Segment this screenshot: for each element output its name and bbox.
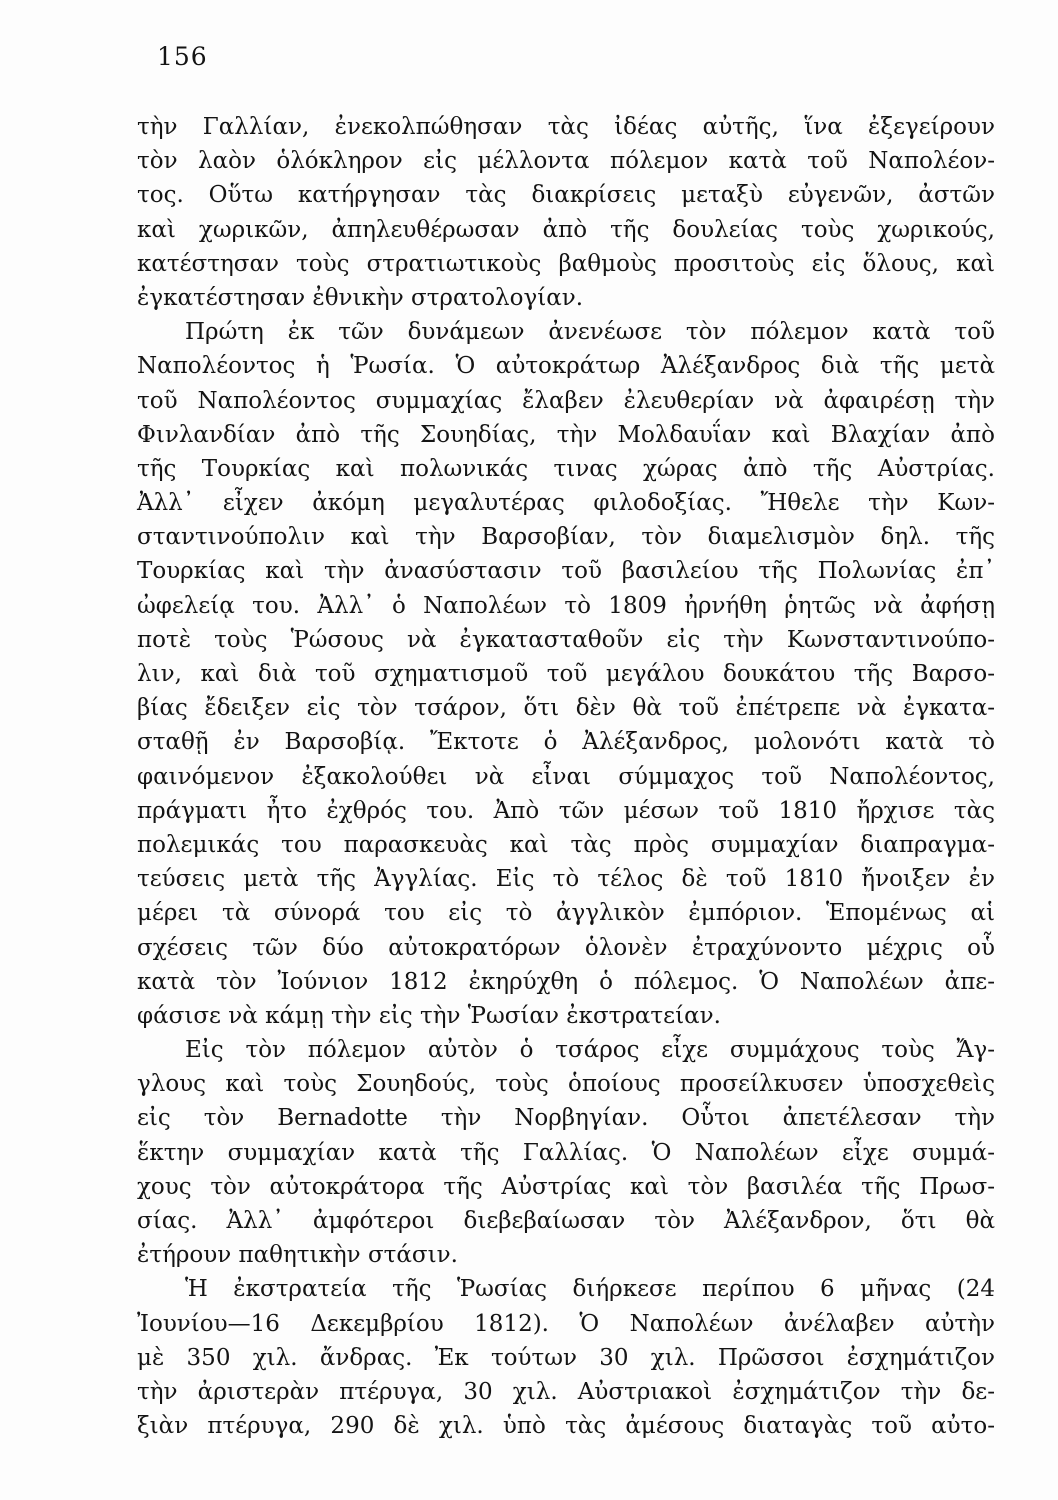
text-line: καὶ χωρικῶν, ἀπηλευθέρωσαν ἀπὸ τῆς δουλείας τοὺς χωρικούς, (137, 216, 995, 243)
text-line: τοῦ Ναπολέοντος συμμαχίας ἔλαβεν ἐλευθερίαν νὰ ἀφαιρέσῃ τὴν (137, 387, 995, 414)
text-line: σταθῇ ἐν Βαρσοβίᾳ. Ἔκτοτε ὁ Ἀλέξανδρος, μολονότι κατὰ τὸ (137, 729, 995, 756)
text-line: Ἰουνίου—16 Δεκεμβρίου 1812). Ὁ Ναπολέων ἀνέλαβεν αὐτὴν (137, 1310, 995, 1337)
text-line: Ἀλλ᾽ εἶχεν ἀκόμη μεγαλυτέρας φιλοδοξίας. Ἤθελε τὴν Κων- (137, 490, 995, 517)
page-number: 156 (157, 42, 208, 71)
text-line: εἰς τὸν Bernadotte τὴν Νορβηγίαν. Οὗτοι ἀπετέλεσαν τὴν (137, 1105, 995, 1132)
text-line: ποτὲ τοὺς Ῥώσους νὰ ἐγκατασταθοῦν εἰς τὴν Κωνσταντινούπο- (137, 626, 995, 653)
text-line: ὠφελείᾳ του. Ἀλλ᾽ ὁ Ναπολέων τὸ 1809 ἠρνήθη ῥητῶς νὰ ἀφήσῃ (137, 592, 995, 619)
text-line: ἕκτην συμμαχίαν κατὰ τῆς Γαλλίας. Ὁ Ναπολέων εἶχε συμμά- (137, 1139, 995, 1166)
text-line: φάσισε νὰ κάμῃ τὴν εἰς τὴν Ῥωσίαν ἐκστρατείαν. (137, 1002, 721, 1029)
text-line: Ἡ ἐκστρατεία τῆς Ῥωσίας διήρκεσε περίπου 6 μῆνας (24 (185, 1276, 995, 1303)
text-line: Ναπολέοντος ἡ Ῥωσία. Ὁ αὐτοκράτωρ Ἀλέξανδρος διὰ τῆς μετὰ (137, 353, 995, 380)
text-line: σίας. Ἀλλ᾽ ἀμφότεροι διεβεβαίωσαν τὸν Ἀλέξανδρον, ὅτι θὰ (137, 1208, 995, 1234)
text-line: τος. Οὕτω κατήργησαν τὰς διακρίσεις μεταξὺ εὐγενῶν, ἀστῶν (137, 182, 995, 209)
text-line: λιν, καὶ διὰ τοῦ σχηματισμοῦ τοῦ μεγάλου δουκάτου τῆς Βαρσο- (137, 661, 995, 687)
text-line: κατέστησαν τοὺς στρατιωτικοὺς βαθμοὺς προσιτοὺς εἰς ὅλους, καὶ (137, 250, 995, 277)
text-line: Εἰς τὸν πόλεμον αὐτὸν ὁ τσάρος εἶχε συμμάχους τοὺς Ἄγ- (185, 1037, 995, 1064)
text-line: μέρει τὰ σύνορά του εἰς τὸ ἀγγλικὸν ἐμπόριον. Ἑπομένως αἱ (137, 900, 995, 927)
text-line: πολεμικάς του παρασκευὰς καὶ τὰς πρὸς συμμαχίαν διαπραγμα- (137, 831, 995, 858)
text-line: γλους καὶ τοὺς Σουηδούς, τοὺς ὁποίους προσείλκυσεν ὑποσχεθεὶς (137, 1071, 995, 1098)
text-line: τὸν λαὸν ὁλόκληρον εἰς μέλλοντα πόλεμον κατὰ τοῦ Ναπολέον- (137, 148, 995, 175)
text-line: τὴν ἀριστερὰν πτέρυγα, 30 χιλ. Αὐστριακοὶ ἐσχημάτιζον τὴν δε- (137, 1378, 995, 1405)
text-line: τεύσεις μετὰ τῆς Ἀγγλίας. Εἰς τὸ τέλος δὲ τοῦ 1810 ἤνοιξεν ἐν (137, 866, 995, 893)
text-line: κατὰ τὸν Ἰούνιον 1812 ἐκηρύχθη ὁ πόλεμος. Ὁ Ναπολέων ἀπε- (137, 968, 995, 995)
text-line: μὲ 350 χιλ. ἄνδρας. Ἐκ τούτων 30 χιλ. Πρῶσσοι ἐσχημάτιζον (137, 1344, 995, 1371)
text-line: τὴν Γαλλίαν, ἐνεκολπώθησαν τὰς ἰδέας αὐτῆς, ἵνα ἐξεγείρουν (137, 114, 995, 140)
text-line: βίας ἔδειξεν εἰς τὸν τσάρον, ὅτι δὲν θὰ τοῦ ἐπέτρεπε νὰ ἐγκατα- (137, 695, 995, 722)
text-line: φαινόμενον ἐξακολούθει νὰ εἶναι σύμμαχος τοῦ Ναπολέοντος, (137, 763, 995, 790)
text-line: τῆς Τουρκίας καὶ πολωνικάς τινας χώρας ἀπὸ τῆς Αὐστρίας. (137, 455, 995, 482)
text-line: Φινλανδίαν ἀπὸ τῆς Σουηδίας, τὴν Μολδαυΐαν καὶ Βλαχίαν ἀπὸ (137, 421, 995, 448)
text-line: σχέσεις τῶν δύο αὐτοκρατόρων ὁλονὲν ἐτραχύνοντο μέχρις οὗ (137, 934, 995, 961)
text-line: πράγματι ἦτο ἐχθρός του. Ἀπὸ τῶν μέσων τοῦ 1810 ἤρχισε τὰς (137, 797, 995, 824)
body-text (137, 110, 995, 1443)
text-line: χους τὸν αὐτοκράτορα τῆς Αὐστρίας καὶ τὸν βασιλέα τῆς Πρωσ- (137, 1173, 995, 1200)
text-line: ἐτήρουν παθητικὴν στάσιν. (137, 1242, 458, 1269)
text-line: ἐγκατέστησαν ἐθνικὴν στρατολογίαν. (137, 284, 584, 311)
text-line: σταντινούπολιν καὶ τὴν Βαρσοβίαν, τὸν διαμελισμὸν δηλ. τῆς (137, 524, 995, 551)
text-line: Πρώτη ἐκ τῶν δυνάμεων ἀνενέωσε τὸν πόλεμον κατὰ τοῦ (185, 319, 995, 346)
text-line: ξιὰν πτέρυγα, 290 δὲ χιλ. ὑπὸ τὰς ἀμέσους διαταγὰς τοῦ αὐτο- (137, 1413, 995, 1440)
text-line: Τουρκίας καὶ τὴν ἀνασύστασιν τοῦ βασιλείου τῆς Πολωνίας ἐπ᾽ (137, 558, 995, 585)
